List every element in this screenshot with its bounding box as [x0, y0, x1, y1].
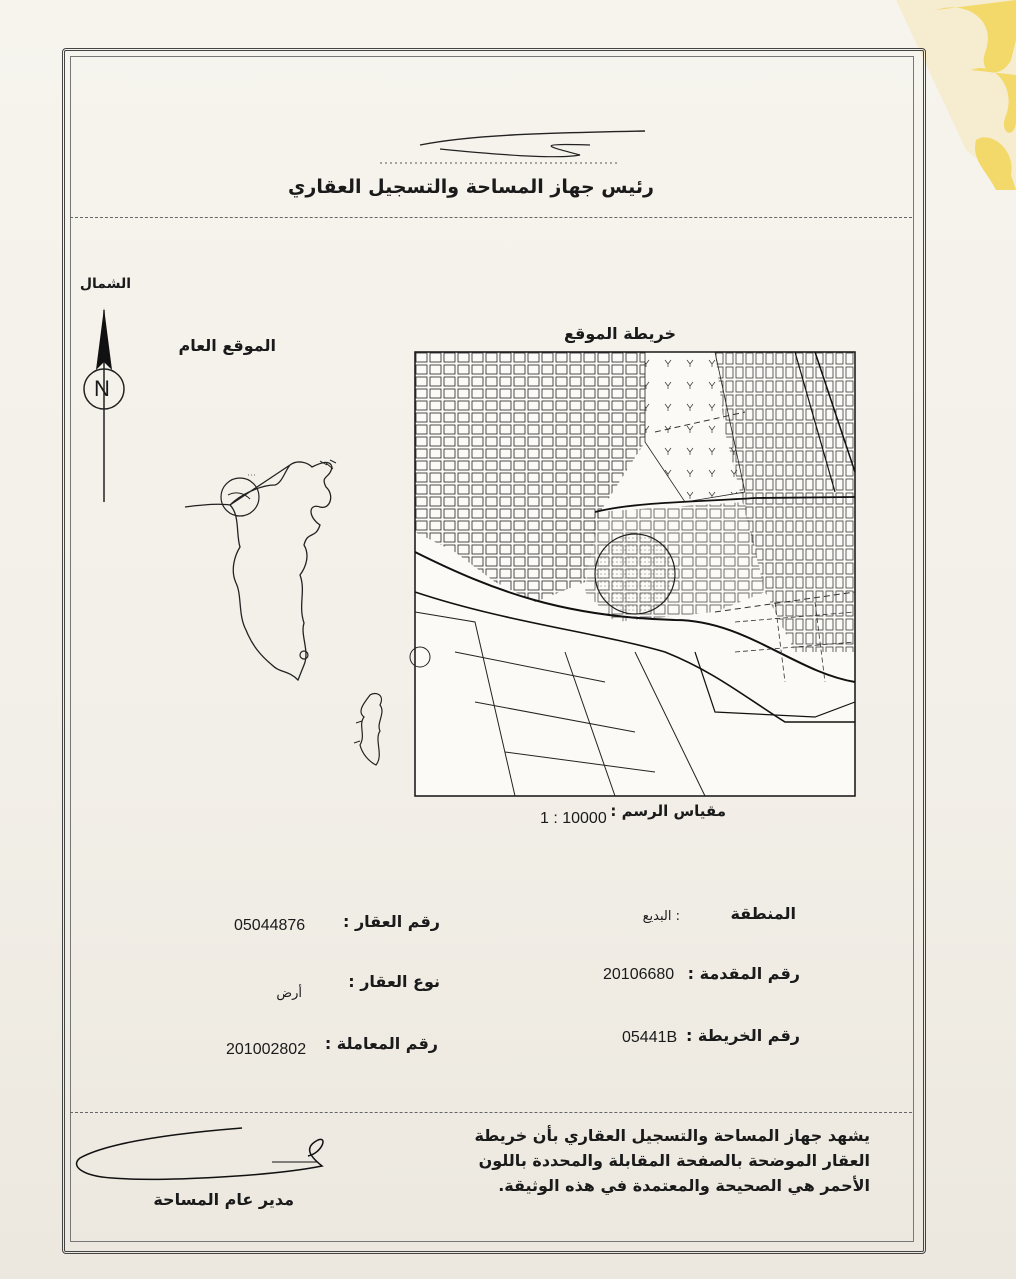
application-no-value: 20106680 [603, 966, 675, 983]
property-no-value: 05044876 [234, 917, 306, 934]
header-title: رئيس جهاز المساحة والتسجيل العقاري [287, 176, 654, 198]
scale-label: مقياس الرسم : [610, 802, 726, 820]
header-divider [70, 217, 912, 218]
north-label: الشمال [79, 276, 131, 292]
property-type-label: نوع العقار : [348, 972, 440, 991]
site-map-title: خريطة الموقع [563, 324, 676, 343]
map-no-label: رقم الخريطة : [685, 1026, 800, 1045]
header-signature [380, 125, 640, 165]
certification-line-1: يشهد جهاز المساحة والتسجيل العقاري بأن خريطة [474, 1126, 870, 1145]
north-letter: N [94, 376, 110, 401]
site-map [415, 352, 855, 796]
certification-text [470, 1123, 870, 1198]
general-location-title: الموقع العام [178, 336, 276, 355]
area-value: : البديع [642, 909, 680, 924]
scale-value: 1 : 10000 [540, 810, 607, 827]
footer-divider [70, 1112, 912, 1113]
director-title: مدير عام المساحة [153, 1190, 294, 1209]
application-no-label: رقم المقدمة : [687, 964, 800, 983]
property-no-label: رقم العقار : [342, 912, 440, 931]
certification-line-2: العقار الموضحة بالصفحة المقابلة والمحددة باللون [478, 1151, 870, 1170]
general-location-map [180, 455, 380, 785]
director-signature [72, 1118, 332, 1198]
property-type-value: أرض [276, 986, 302, 1001]
area-label: المنطقة [730, 904, 796, 923]
map-no-value: 05441B [622, 1029, 678, 1046]
transaction-no-label: رقم المعاملة : [324, 1034, 438, 1053]
transaction-no-value: 201002802 [226, 1041, 307, 1058]
certification-line-3: الأحمر هي الصحيحة والمعتمدة في هذه الوثيقة. [498, 1176, 870, 1195]
